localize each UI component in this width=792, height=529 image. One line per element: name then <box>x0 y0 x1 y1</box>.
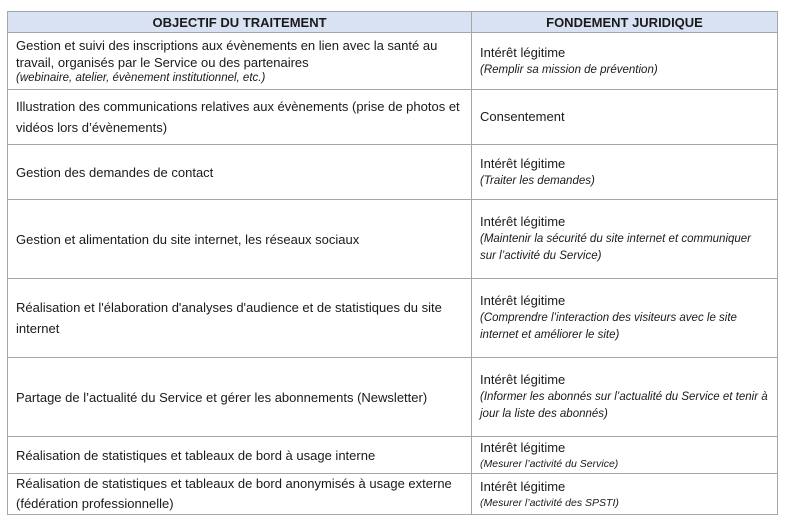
table-row <box>8 200 778 279</box>
legal-basis-text: Intérêt légitime <box>480 293 566 308</box>
table-row <box>8 33 778 90</box>
legal-basis-cell <box>472 279 778 358</box>
table-row <box>8 279 778 358</box>
objective-text: Gestion et suivi des inscriptions aux évènements en lien avec la santé au travail, organisés par le Service ou des partenaires <box>16 38 438 70</box>
legal-basis-text: Intérêt légitime <box>480 155 566 171</box>
objective-note: (webinaire, atelier, évènement institutionnel, etc.) <box>16 72 266 84</box>
legal-basis-note: (Maintenir la sécurité du site internet et communiquer sur l’activité du Service) <box>480 233 752 262</box>
objective-text: Réalisation de statistiques et tableaux de bord à usage interne <box>16 447 376 463</box>
table-row <box>8 145 778 200</box>
table-row <box>8 90 778 145</box>
objective-cell <box>8 200 472 279</box>
legal-basis-cell <box>472 145 778 200</box>
legal-basis-text: Consentement <box>480 109 565 124</box>
objective-cell <box>8 90 472 145</box>
legal-basis-cell <box>472 437 778 474</box>
header-legal-basis: FONDEMENT JURIDIQUE <box>472 12 778 33</box>
header-objective: OBJECTIF DU TRAITEMENT <box>8 12 472 33</box>
table-header-row <box>8 12 778 33</box>
legal-basis-text: Intérêt légitime <box>480 372 566 387</box>
legal-basis-text: Intérêt légitime <box>480 440 566 455</box>
legal-basis-text: Intérêt légitime <box>480 44 566 60</box>
processing-table <box>7 11 778 515</box>
legal-basis-cell <box>472 358 778 437</box>
objective-text: Gestion et alimentation du site internet, les réseaux sociaux <box>16 231 360 247</box>
objective-cell <box>8 437 472 474</box>
objective-cell <box>8 474 472 515</box>
legal-basis-note: (Remplir sa mission de prévention) <box>480 63 658 76</box>
objective-text: Partage de l’actualité du Service et gérer les abonnements (Newsletter) <box>16 389 428 405</box>
table-row <box>8 474 778 515</box>
legal-basis-cell <box>472 33 778 90</box>
legal-basis-cell <box>472 200 778 279</box>
legal-basis-note: (Comprendre l’interaction des visiteurs avec le site internet et améliorer le site) <box>480 312 737 341</box>
legal-basis-note: (Informer les abonnés sur l’actualité du Service et tenir à jour la liste des abonnés) <box>480 391 768 420</box>
legal-basis-note: (Mesurer l’activité des SPSTI) <box>480 497 619 509</box>
legal-basis-cell <box>472 474 778 515</box>
table-row <box>8 437 778 474</box>
table-row <box>8 358 778 437</box>
legal-basis-note: (Traiter les demandes) <box>480 174 595 187</box>
objective-text: Gestion des demandes de contact <box>16 164 214 180</box>
objective-cell <box>8 33 472 90</box>
legal-basis-text: Intérêt légitime <box>480 479 566 494</box>
objective-text: Réalisation de statistiques et tableaux de bord anonymisés à usage externe (fédération professionnelle) <box>16 476 452 511</box>
objective-text: Illustration des communications relatives aux évènements (prise de photos et vidéos lors d’évènements) <box>16 99 460 135</box>
legal-basis-cell <box>472 90 778 145</box>
objective-cell <box>8 145 472 200</box>
objective-cell <box>8 358 472 437</box>
objective-text: Réalisation et l'élaboration d'analyses d'audience et de statistiques du site internet <box>16 300 442 336</box>
objective-cell <box>8 279 472 358</box>
legal-basis-text: Intérêt légitime <box>480 214 566 229</box>
legal-basis-note: (Mesurer l’activité du Service) <box>480 458 619 470</box>
